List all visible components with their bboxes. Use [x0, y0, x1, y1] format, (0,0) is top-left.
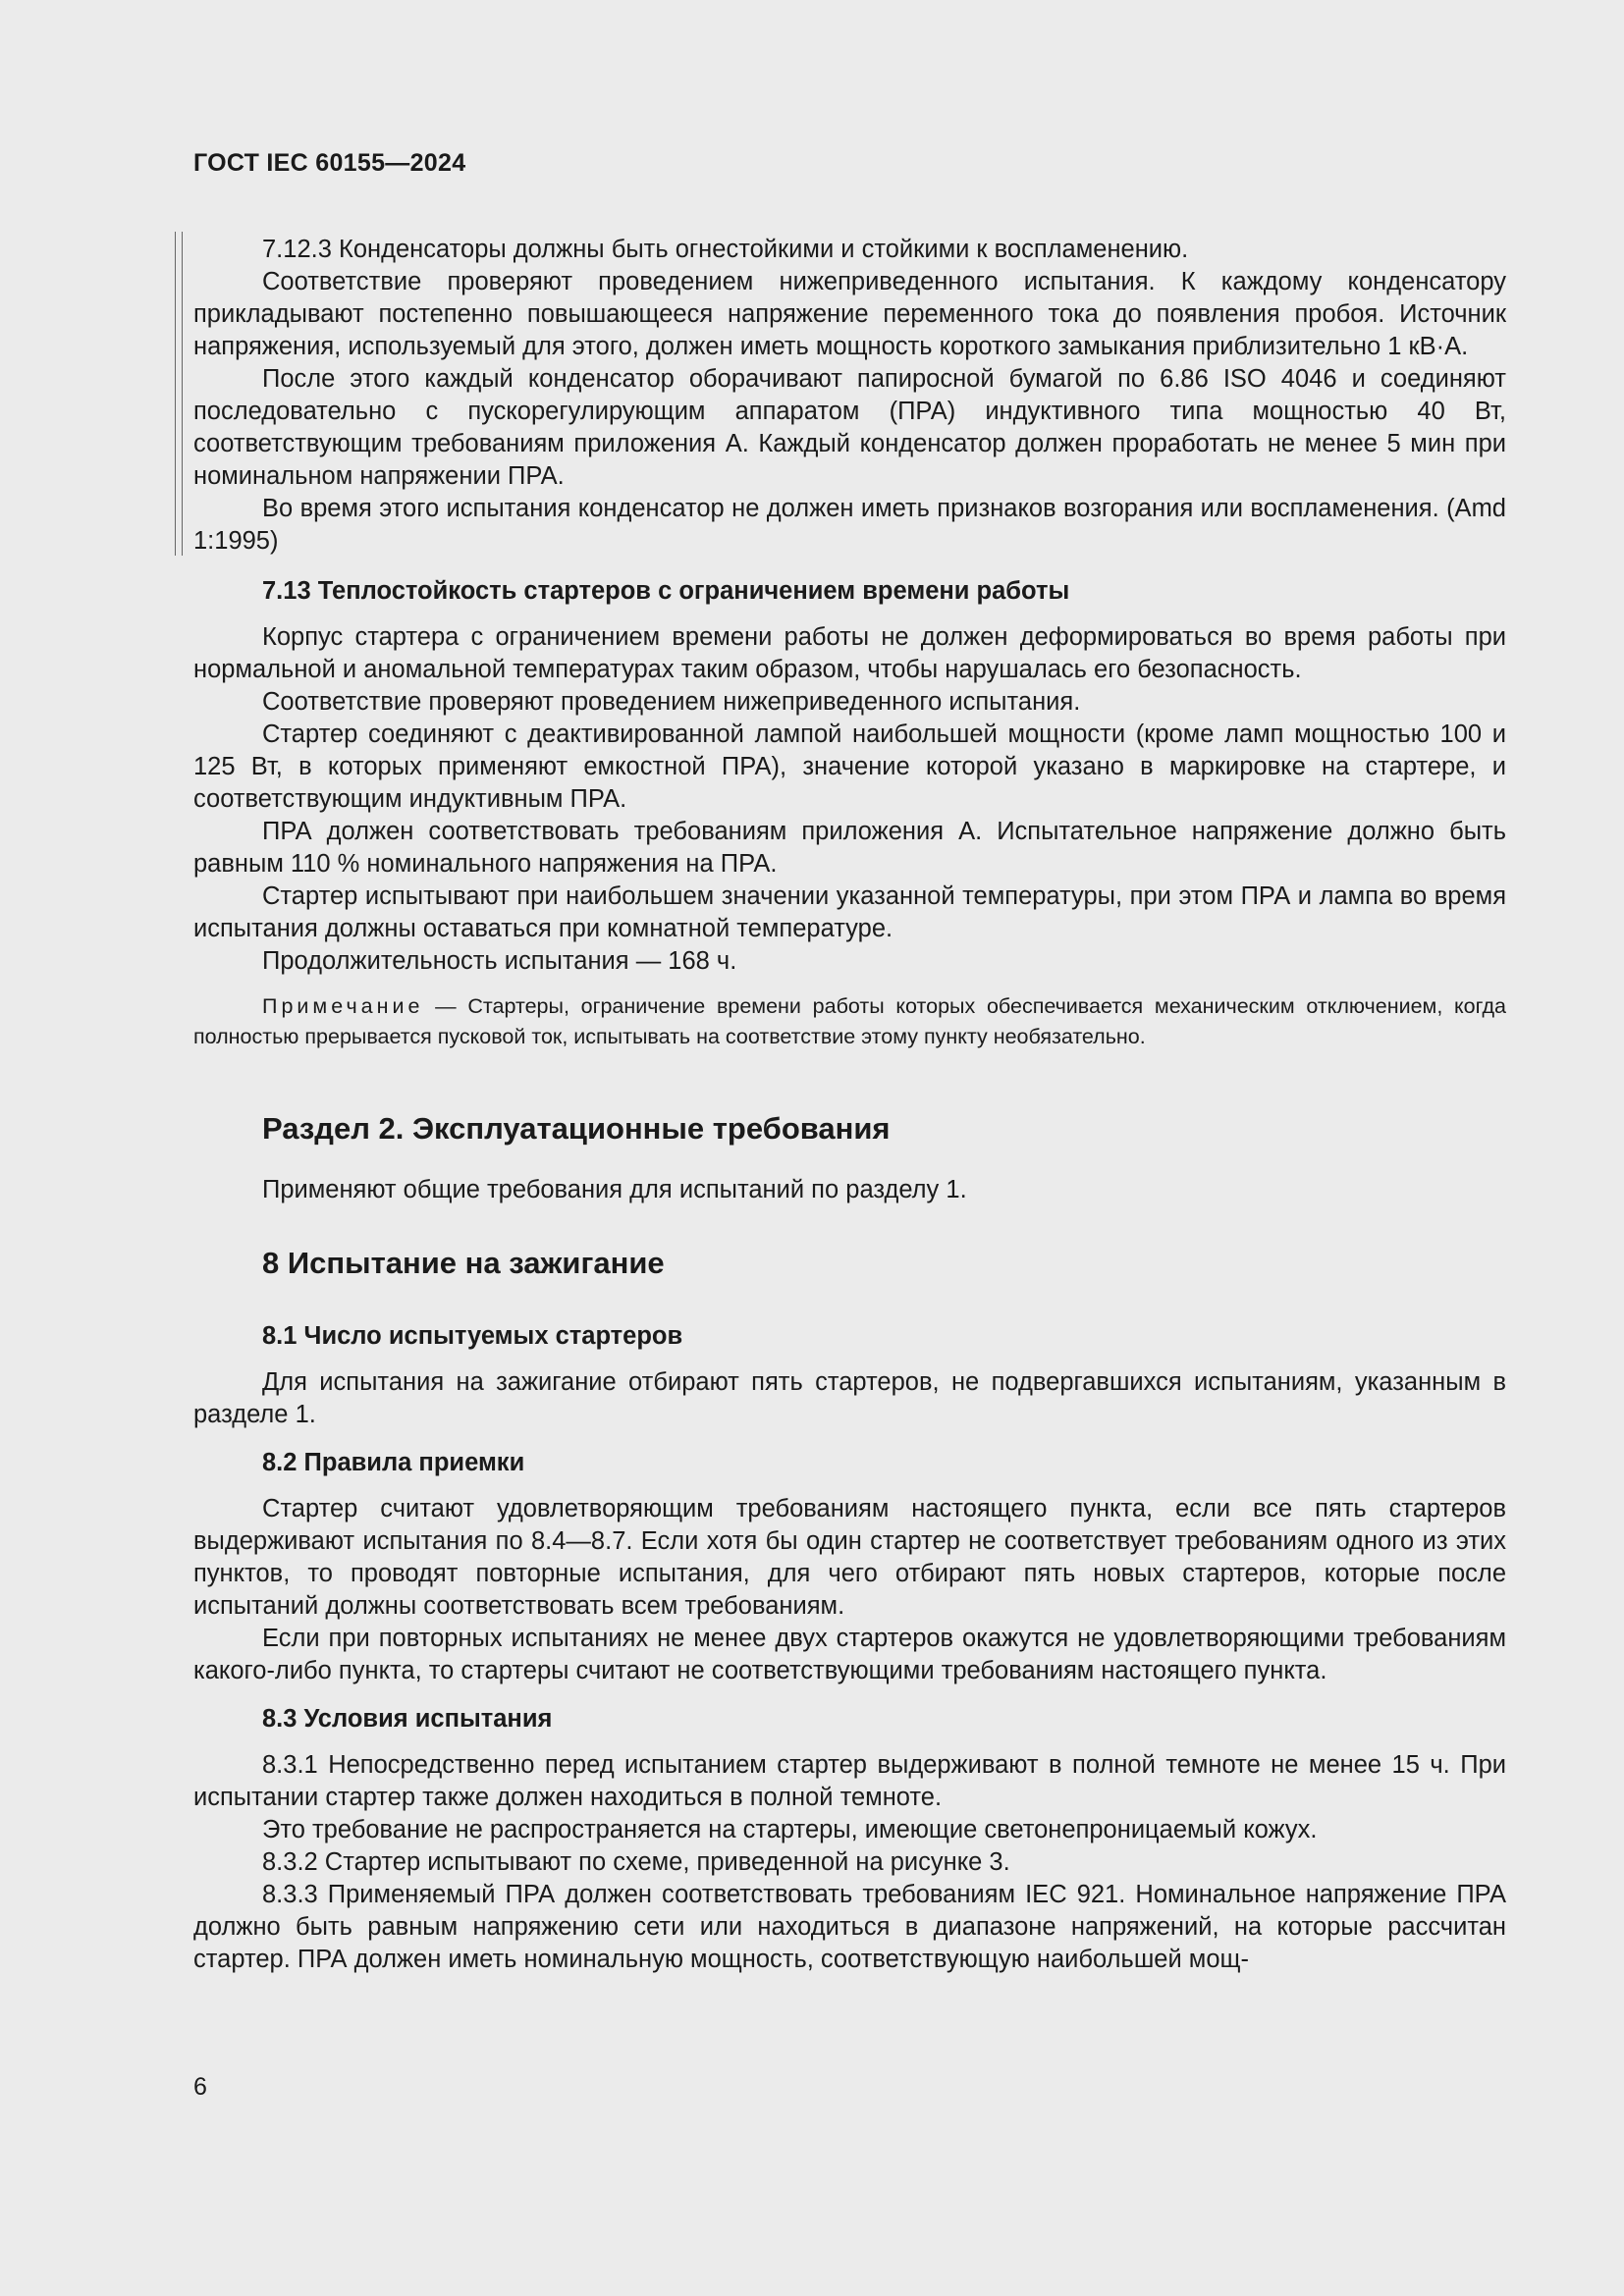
- note-label: Примечание: [262, 994, 424, 1018]
- section-heading-7-13: 7.13 Теплостойкость стартеров с ограничением времени работы: [262, 577, 1070, 605]
- paragraph: Стартер считают удовлетворяющим требованиям настоящего пункта, если все пять стартеров выдерживают испытания по 8.4—8.7. Если хотя бы один стартер не соответствует требованиям одного из этих пунктов, то проводят повторные испытания, для чего отбирают пять новых стартеров, которые после испытаний должны соответствовать всем требованиям.: [193, 1495, 1506, 1620]
- paragraph: Применяют общие требования для испытаний по разделу 1.: [262, 1176, 967, 1203]
- page-body: [193, 234, 1506, 1976]
- paragraph: Во время этого испытания конденсатор не должен иметь признаков возгорания или воспламенения. (Amd 1:1995): [193, 495, 1506, 555]
- amendment-margin-bars: [175, 232, 183, 556]
- paragraph: Это требование не распространяется на стартеры, имеющие светонепроницаемый кожух.: [262, 1816, 1318, 1843]
- chapter-heading-8: 8 Испытание на зажигание: [262, 1246, 665, 1280]
- paragraph: Для испытания на зажигание отбирают пять стартеров, не подвергавшихся испытаниям, указанным в разделе 1.: [193, 1368, 1506, 1428]
- paragraph: ПРА должен соответствовать требованиям приложения А. Испытательное напряжение должно быть равным 110 % номинального напряжения на ПРА.: [193, 818, 1506, 878]
- page-number: 6: [193, 2073, 207, 2101]
- paragraph: Продолжительность испытания — 168 ч.: [262, 947, 737, 975]
- paragraph: Корпус стартера с ограничением времени работы не должен деформироваться во время работы при нормальной и аномальной температурах таким образом, чтобы нарушалась его безопасность.: [193, 623, 1506, 683]
- paragraph: Соответствие проверяют проведением нижеприведенного испытания. К каждому конденсатору прикладывают постепенно повышающееся напряжение переменного тока до появления пробоя. Источник напряжения, используемый для этого, должен иметь мощность короткого замыкания приблизительно 1 кВ·А.: [193, 268, 1506, 360]
- note-text: — Стартеры, ограничение времени работы которых обеспечивается механическим отключением, когда полностью прерывается пусковой ток, испытывать на соответствие этому пункту необязательно.: [193, 994, 1506, 1048]
- note: [193, 991, 1506, 1052]
- paragraph: 8.3.3 Применяемый ПРА должен соответствовать требованиям IEC 921. Номинальное напряжение ПРА должно быть равным напряжению сети или находиться в диапазоне напряжений, на которые рассчитан стартер. ПРА должен иметь номинальную мощность, соответствующую наибольшей мощ-: [193, 1881, 1506, 1973]
- section-heading-8-1: 8.1 Число испытуемых стартеров: [262, 1322, 683, 1350]
- section-heading-8-2: 8.2 Правила приемки: [262, 1449, 525, 1476]
- paragraph: После этого каждый конденсатор оборачивают папиросной бумагой по 6.86 ISO 4046 и соединяют последовательно с пускорегулирующим аппаратом (ПРА) индуктивного типа мощностью 40 Вт, соответствующим требованиям приложения А. Каждый конденсатор должен проработать не менее 5 мин при номинальном напряжении ПРА.: [193, 365, 1506, 490]
- paragraph: 7.12.3 Конденсаторы должны быть огнестойкими и стойкими к воспламенению.: [262, 236, 1189, 263]
- section-heading-8-3: 8.3 Условия испытания: [262, 1705, 553, 1733]
- document-header: ГОСТ IEC 60155—2024: [193, 149, 466, 177]
- paragraph: Стартер испытывают при наибольшем значении указанной температуры, при этом ПРА и лампа во время испытания должны оставаться при комнатной температуре.: [193, 882, 1506, 942]
- paragraph: 8.3.2 Стартер испытывают по схеме, приведенной на рисунке 3.: [262, 1848, 1010, 1876]
- paragraph: Стартер соединяют с деактивированной лампой наибольшей мощности (кроме ламп мощностью 100 и 125 Вт, в которых применяют емкостной ПРА), значение которой указано в маркировке на стартере, и соответствующим индуктивным ПРА.: [193, 721, 1506, 813]
- paragraph: 8.3.1 Непосредственно перед испытанием стартер выдерживают в полной темноте не менее 15 ч. При испытании стартер также должен находиться в полной темноте.: [193, 1751, 1506, 1811]
- amendment-block: [193, 234, 1506, 558]
- part-heading: Раздел 2. Эксплуатационные требования: [262, 1111, 891, 1146]
- paragraph: Если при повторных испытаниях не менее двух стартеров окажутся не удовлетворяющими требованиям какого-либо пункта, то стартеры считают не соответствующими требованиям настоящего пункта.: [193, 1625, 1506, 1684]
- paragraph: Соответствие проверяют проведением нижеприведенного испытания.: [262, 688, 1081, 716]
